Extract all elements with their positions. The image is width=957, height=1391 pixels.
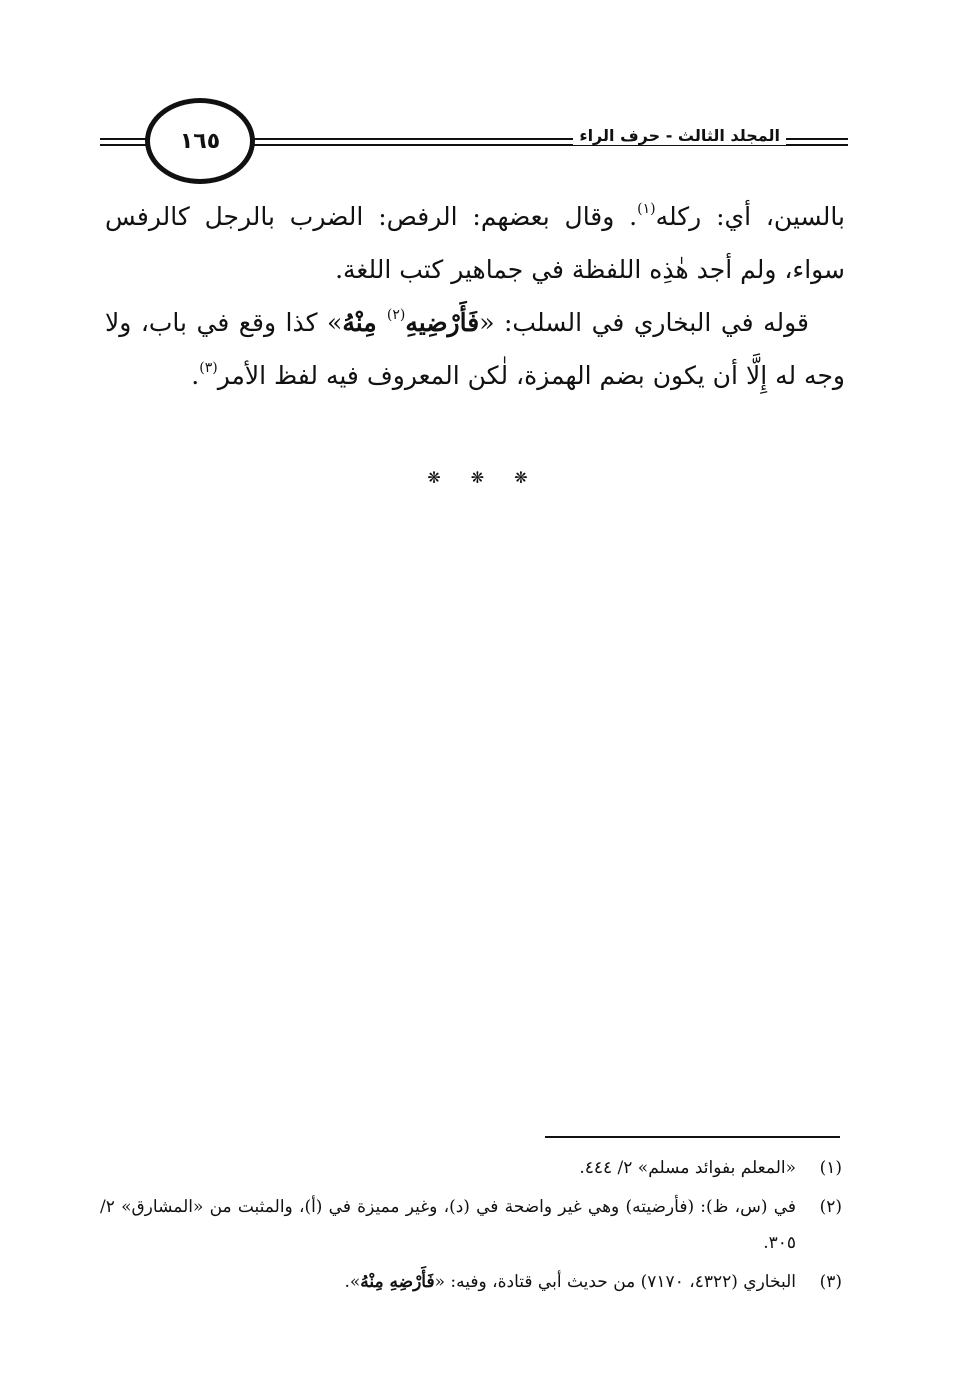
footnote-number: (١) [819,1158,842,1178]
text-run: قوله في البخاري في السلب: « [479,308,809,337]
footnote-text: البخاري (٤٣٢٢، ٧١٧٠) من حديث أبي قتادة، وفيه: « [434,1272,796,1292]
footnote-quote: فَأَرْضِهِ مِنْهُ [360,1272,435,1292]
asterism-icon: ❋ [470,468,487,487]
footnote-ref: (١) [637,201,656,217]
footnote-text: في (س، ظ): (فأرضيته) وهي غير واضحة في (د)، وغير مميزة في (أ)، والمثبت من «المشارق» ٢/ ٣٠٥. [100,1197,796,1253]
page-number: ١٦٥ [179,128,221,154]
hadith-quote: فَأَرْضِيهِ [405,308,480,337]
footnote-text: «المعلم بفوائد مسلم» ٢/ ٤٤٤. [579,1158,796,1178]
running-title: المجلد الثالث - حرف الراء [573,126,786,145]
footnote-text: ». [344,1272,361,1292]
footnote-ref: (٣) [199,360,218,376]
footnote-divider [545,1136,840,1138]
footnote-ref: (٢) [386,307,406,323]
footnote-number: (٣) [819,1272,842,1292]
hadith-quote: مِنْهُ [342,308,387,337]
asterism-icon: ❋ [427,468,443,487]
paragraph [105,296,845,402]
text-run: . وقال بعضهم: الرفص: الضرب بالرجل كالرفس سواء، ولم أجد هٰذِه اللفظة في جماهير كتب اللغة. [105,202,845,284]
footnote-number: (٢) [819,1197,842,1217]
text-run: بالسين، أي: ركله [655,202,845,231]
asterism-icon: ❋ [514,468,530,487]
running-header [100,98,848,188]
footnote [100,1264,842,1300]
page-number-badge [145,98,255,184]
text-run: . [191,361,200,390]
main-text [105,190,845,402]
paragraph [105,190,845,296]
footnote [100,1150,842,1186]
footnotes [100,1150,842,1303]
text-run: » كذا وقع في باب، ولا وجه له إِلَّا أن يكون بضم الهمزة، لٰكن المعروف فيه لفظ الأمر [105,308,845,390]
section-separator [0,468,957,487]
footnote [100,1189,842,1261]
